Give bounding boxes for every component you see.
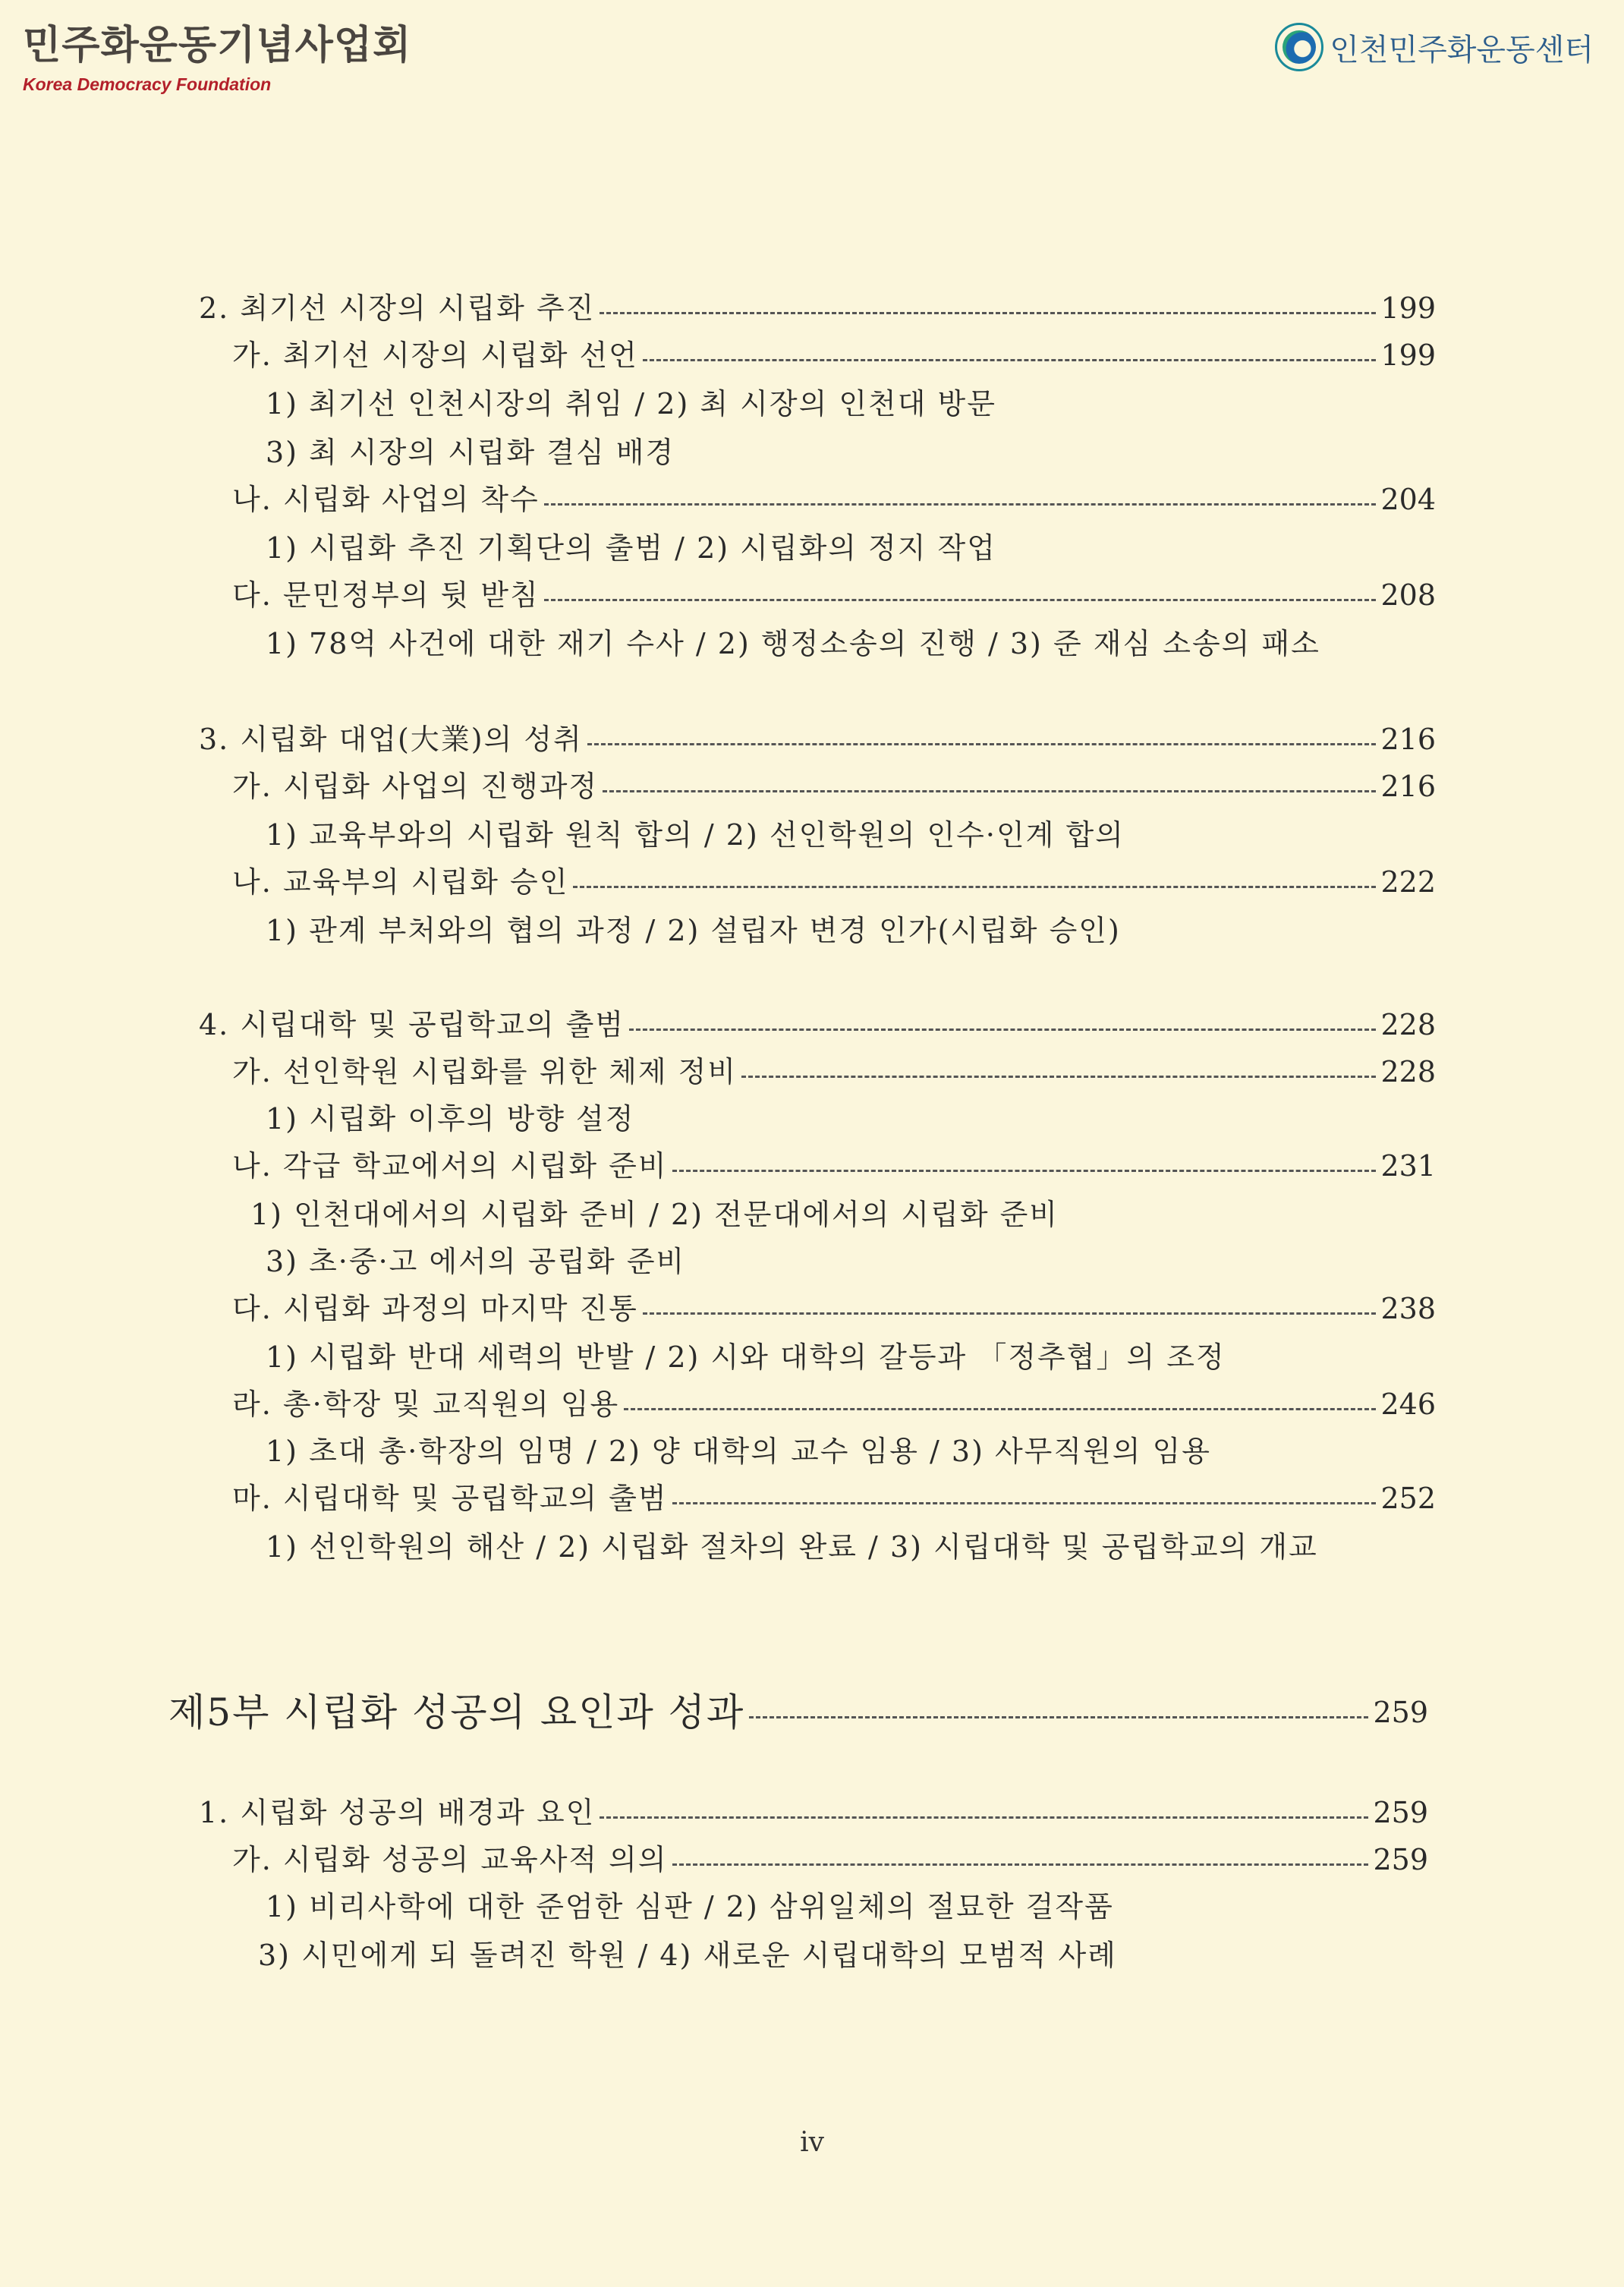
toc-entry: 라. 총·학장 및 교직원의 임용 246	[232, 1388, 1436, 1421]
leader-dots	[603, 790, 1376, 792]
toc-entry: 3) 초·중·고 에서의 공립화 준비	[266, 1245, 686, 1278]
foundation-name-korean: 민주화운동기념사업회	[23, 22, 412, 68]
toc-entry: 1) 시립화 반대 세력의 반발 / 2) 시와 대학의 갈등과 「정추협」의 조정	[266, 1340, 1226, 1374]
leader-dots	[544, 599, 1377, 601]
leader-dots	[629, 1029, 1376, 1031]
toc-entry: 나. 시립화 사업의 착수 204	[232, 483, 1436, 516]
toc-entry: 1. 시립화 성공의 배경과 요인 259	[199, 1796, 1428, 1829]
toc-entry: 마. 시립대학 및 공립학교의 출범 252	[232, 1482, 1436, 1515]
toc-entry: 1) 선인학원의 해산 / 2) 시립화 절차의 완료 / 3) 시립대학 및 공립학교의 개교	[266, 1530, 1318, 1564]
toc-entry: 가. 시립화 사업의 진행과정 216	[232, 770, 1436, 803]
toc-entry: 1) 시립화 추진 기획단의 출범 / 2) 시립화의 정지 작업	[266, 531, 996, 565]
toc-entry: 가. 선인학원 시립화를 위한 체제 정비 228	[232, 1055, 1436, 1088]
leader-dots	[749, 1716, 1368, 1718]
toc-entry: 1) 인천대에서의 시립화 준비 / 2) 전문대에서의 시립화 준비	[250, 1198, 1059, 1231]
toc-entry: 1) 초대 총·학장의 임명 / 2) 양 대학의 교수 임용 / 3) 사무직원의 임용	[266, 1435, 1212, 1468]
toc-entry: 1) 비리사학에 대한 준엄한 심판 / 2) 삼위일체의 절묘한 걸작품	[266, 1890, 1114, 1923]
leader-dots	[624, 1408, 1376, 1410]
leader-dots	[643, 1312, 1377, 1315]
leader-dots	[672, 1863, 1369, 1866]
leader-dots	[573, 886, 1376, 888]
toc-entry: 3) 시민에게 되 돌려진 학원 / 4) 새로운 시립대학의 모범적 사례	[258, 1939, 1117, 1972]
toc-entry: 1) 교육부와의 시립화 원칙 합의 / 2) 선인학원의 인수·인계 합의	[266, 818, 1125, 852]
leader-dots	[643, 359, 1377, 361]
toc-part-heading: 제5부 시립화 성공의 요인과 성과 259	[168, 1690, 1428, 1734]
toc-entry: 가. 시립화 성공의 교육사적 의의 259	[232, 1843, 1428, 1876]
foundation-name-english: Korea Democracy Foundation	[23, 74, 272, 94]
toc-entry: 1) 최기선 인천시장의 취임 / 2) 최 시장의 인천대 방문	[266, 387, 996, 421]
toc-entry: 나. 각급 학교에서의 시립화 준비 231	[232, 1149, 1436, 1183]
toc-entry: 다. 시립화 과정의 마지막 진통 238	[232, 1292, 1436, 1325]
toc-entry: 2. 최기선 시장의 시립화 추진 199	[199, 291, 1436, 325]
toc-entry: 1) 시립화 이후의 방향 설정	[266, 1102, 635, 1136]
toc-entry: 다. 문민정부의 뒷 받침 208	[232, 578, 1436, 612]
toc-entry: 1) 관계 부처와의 협의 과정 / 2) 설립자 변경 인가(시립화 승인)	[266, 914, 1121, 947]
toc-entry: 4. 시립대학 및 공립학교의 출범 228	[199, 1008, 1436, 1041]
leader-dots	[600, 312, 1376, 314]
page-number: iv	[800, 2127, 824, 2158]
leader-dots	[587, 743, 1377, 745]
toc-entry: 3. 시립화 대업(大業)의 성취 216	[199, 723, 1436, 756]
leader-dots	[544, 503, 1377, 506]
toc-entry: 가. 최기선 시장의 시립화 선언 199	[232, 339, 1436, 372]
center-name: 인천민주화운동센터	[1330, 32, 1594, 68]
toc-entry: 1) 78억 사건에 대한 재기 수사 / 2) 행정소송의 진행 / 3) 준 재심 소송의 패소	[266, 627, 1320, 660]
leader-dots	[600, 1816, 1368, 1819]
toc-entry: 나. 교육부의 시립화 승인 222	[232, 865, 1436, 899]
toc-entry: 3) 최 시장의 시립화 결심 배경	[266, 436, 675, 469]
leader-dots	[672, 1502, 1377, 1504]
leader-dots	[672, 1170, 1377, 1172]
leader-dots	[741, 1076, 1376, 1078]
